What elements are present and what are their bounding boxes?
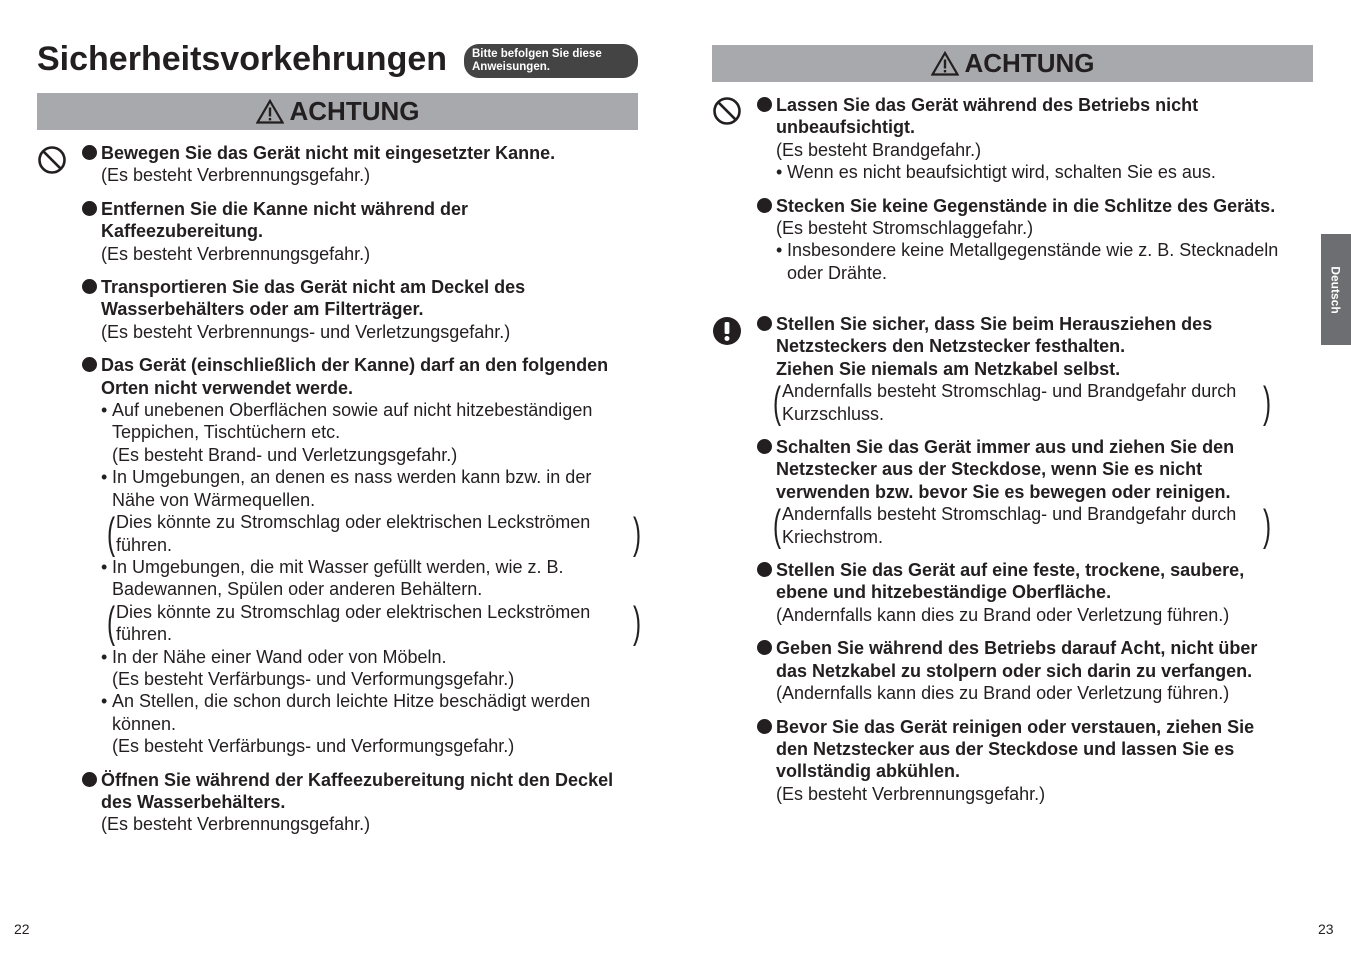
bullet-dot <box>82 357 97 372</box>
sub-bullet: • Auf unebenen Oberflächen sowie auf nicht hitzebeständigen <box>101 399 642 421</box>
sub-bullet: • Wenn es nicht beaufsichtigt wird, schalten Sie es aus. <box>776 161 1317 183</box>
warning-banner-right <box>712 45 1313 82</box>
list-item <box>82 198 642 265</box>
note-text: Kurzschluss. <box>782 403 885 424</box>
prohibition-icon <box>712 96 742 126</box>
sub-text: können. <box>112 713 177 734</box>
item-heading: das Netzkabel zu stolpern oder sich darin zu verfangen. <box>776 660 1253 681</box>
sub-bullet: • In Umgebungen, die mit Wasser gefüllt werden, wie z. B. <box>101 556 642 578</box>
bullet-dot <box>757 97 772 112</box>
warning-triangle-icon <box>931 51 959 76</box>
item-heading: Wasserbehälters oder am Filterträger. <box>101 299 424 320</box>
sub-text: (Es besteht Verfärbungs- und Verformungsgefahr.) <box>112 668 515 689</box>
sub-text: Nähe von Wärmequellen. <box>112 489 316 510</box>
parenthetical-note: ( Andernfalls besteht Stromschlag- und Brandgefahr durch Kriechstrom. ) <box>772 500 1272 550</box>
banner-title: ACHTUNG <box>964 48 1095 78</box>
item-heading: den Netzstecker aus der Steckdose und lassen Sie es <box>776 738 1235 759</box>
item-text: (Es besteht Verbrennungsgefahr.) <box>776 783 1046 804</box>
sub-text: (Es besteht Brand- und Verletzungsgefahr.) <box>112 444 458 465</box>
bullet-dot <box>757 198 772 213</box>
note-text: Dies könnte zu Stromschlag oder elektrischen Leckströmen <box>116 601 591 622</box>
item-heading: Geben Sie während des Betriebs darauf Acht, nicht über <box>776 638 1258 659</box>
item-heading: unbeaufsichtigt. <box>776 117 915 138</box>
parenthetical-note: ( Dies könnte zu Stromschlag oder elektrischen Leckströmen führen. ) <box>106 508 642 558</box>
item-heading: vollständig abkühlen. <box>776 761 961 782</box>
item-heading: Netzstecker aus der Steckdose, wenn Sie es nicht <box>776 459 1203 480</box>
banner-title: ACHTUNG <box>289 96 420 126</box>
list-item <box>757 94 1317 184</box>
note-text: Kriechstrom. <box>782 526 884 547</box>
badge-line-2: Anweisungen. <box>472 61 550 73</box>
language-tab-label: Deutsch <box>1329 265 1343 314</box>
list-item <box>757 559 1317 626</box>
right-column-mandatory <box>757 313 1317 816</box>
item-heading: Orten nicht verwendet werde. <box>101 377 354 398</box>
list-item <box>757 195 1317 285</box>
item-heading: des Wasserbehälters. <box>101 791 286 812</box>
item-heading: Stellen Sie das Gerät auf eine feste, trockene, saubere, <box>776 560 1245 581</box>
item-heading: Bewegen Sie das Gerät nicht mit eingesetzter Kanne. <box>101 143 556 163</box>
item-heading: Stellen Sie sicher, dass Sie beim Herausziehen des <box>776 314 1213 334</box>
note-text: führen. <box>116 534 173 555</box>
bullet-dot <box>82 772 97 787</box>
parenthetical-note: ( Dies könnte zu Stromschlag oder elektrischen Leckströmen führen. ) <box>106 598 642 648</box>
list-item <box>82 354 642 757</box>
warning-banner-left <box>37 93 638 130</box>
item-heading: Öffnen Sie während der Kaffeezubereitung nicht den Deckel <box>101 769 614 790</box>
list-item <box>82 142 642 187</box>
sub-bullet: • An Stellen, die schon durch leichte Hitze beschädigt werden <box>101 690 642 712</box>
warning-triangle-icon <box>256 99 284 124</box>
sub-bullet: • In Umgebungen, an denen es nass werden kann bzw. in der <box>101 466 642 488</box>
list-item <box>82 769 642 836</box>
list-item <box>757 436 1317 548</box>
instruction-badge <box>464 44 638 78</box>
prohibition-icon <box>37 145 67 175</box>
note-text: führen. <box>116 624 173 645</box>
item-text: (Es besteht Stromschlaggefahr.) <box>776 218 1034 239</box>
item-heading: Entfernen Sie die Kanne nicht während der <box>101 198 469 219</box>
item-text: (Es besteht Verbrennungsgefahr.) <box>101 243 371 264</box>
item-text: (Es besteht Verbrennungsgefahr.) <box>101 165 371 186</box>
page-number-left: 22 <box>14 921 30 937</box>
page-title: Sicherheitsvorkehrungen <box>37 40 448 78</box>
list-item <box>82 276 642 343</box>
item-heading: Das Gerät (einschließlich der Kanne) darf an den folgenden <box>101 355 609 376</box>
bullet-dot <box>82 201 97 216</box>
item-heading: Bevor Sie das Gerät reinigen oder verstauen, ziehen Sie <box>776 716 1255 737</box>
note-text: Andernfalls besteht Stromschlag- und Brandgefahr durch <box>782 504 1237 525</box>
item-text: (Andernfalls kann dies zu Brand oder Verletzung führen.) <box>776 604 1230 625</box>
note-text: Andernfalls besteht Stromschlag- und Brandgefahr durch <box>782 381 1237 402</box>
item-text: (Es besteht Verbrennungsgefahr.) <box>101 814 371 835</box>
sub-bullet: • In der Nähe einer Wand oder von Möbeln. <box>101 646 642 668</box>
sub-text: (Es besteht Verfärbungs- und Verformungsgefahr.) <box>112 736 515 757</box>
item-heading: Kaffeezubereitung. <box>101 221 264 242</box>
badge-line-1: Bitte befolgen Sie diese <box>472 48 602 60</box>
language-tab <box>1321 234 1351 345</box>
item-heading: Lassen Sie das Gerät während des Betriebs nicht <box>776 95 1199 115</box>
right-column-prohibitions <box>757 94 1317 295</box>
left-column <box>82 142 642 847</box>
bullet-dot <box>82 279 97 294</box>
sub-text: Teppichen, Tischtüchern etc. <box>112 422 341 443</box>
list-item <box>757 313 1317 425</box>
bullet-dot <box>757 316 772 331</box>
list-item <box>757 637 1317 704</box>
mandatory-action-icon <box>712 316 742 346</box>
item-text: (Andernfalls kann dies zu Brand oder Verletzung führen.) <box>776 683 1230 704</box>
bullet-dot <box>757 562 772 577</box>
bullet-dot <box>757 439 772 454</box>
sub-bullet: • Insbesondere keine Metallgegenstände wie z. B. Stecknadeln <box>776 239 1317 261</box>
note-text: Dies könnte zu Stromschlag oder elektrischen Leckströmen <box>116 512 591 533</box>
item-heading: Netzsteckers den Netzstecker festhalten. <box>776 336 1126 357</box>
bullet-dot <box>757 719 772 734</box>
item-heading: Schalten Sie das Gerät immer aus und ziehen Sie den <box>776 437 1235 458</box>
item-heading: Ziehen Sie niemals am Netzkabel selbst. <box>776 358 1121 379</box>
sub-text: Badewannen, Spülen oder anderen Behältern. <box>112 579 483 600</box>
item-heading: Stecken Sie keine Gegenstände in die Schlitze des Geräts. <box>776 195 1276 216</box>
sub-text: oder Drähte. <box>787 262 888 283</box>
item-heading: ebene und hitzebeständige Oberfläche. <box>776 582 1112 603</box>
list-item <box>757 716 1317 806</box>
item-text: (Es besteht Brandgefahr.) <box>776 139 982 160</box>
bullet-dot <box>757 640 772 655</box>
parenthetical-note: ( Andernfalls besteht Stromschlag- und Brandgefahr durch Kurzschluss. ) <box>772 377 1272 427</box>
bullet-dot <box>82 145 97 160</box>
item-heading: verwenden bzw. bevor Sie es bewegen oder reinigen. <box>776 481 1231 502</box>
page-number-right: 23 <box>1318 921 1334 937</box>
item-heading: Transportieren Sie das Gerät nicht am Deckel des <box>101 277 526 298</box>
item-text: (Es besteht Verbrennungs- und Verletzungsgefahr.) <box>101 321 511 342</box>
